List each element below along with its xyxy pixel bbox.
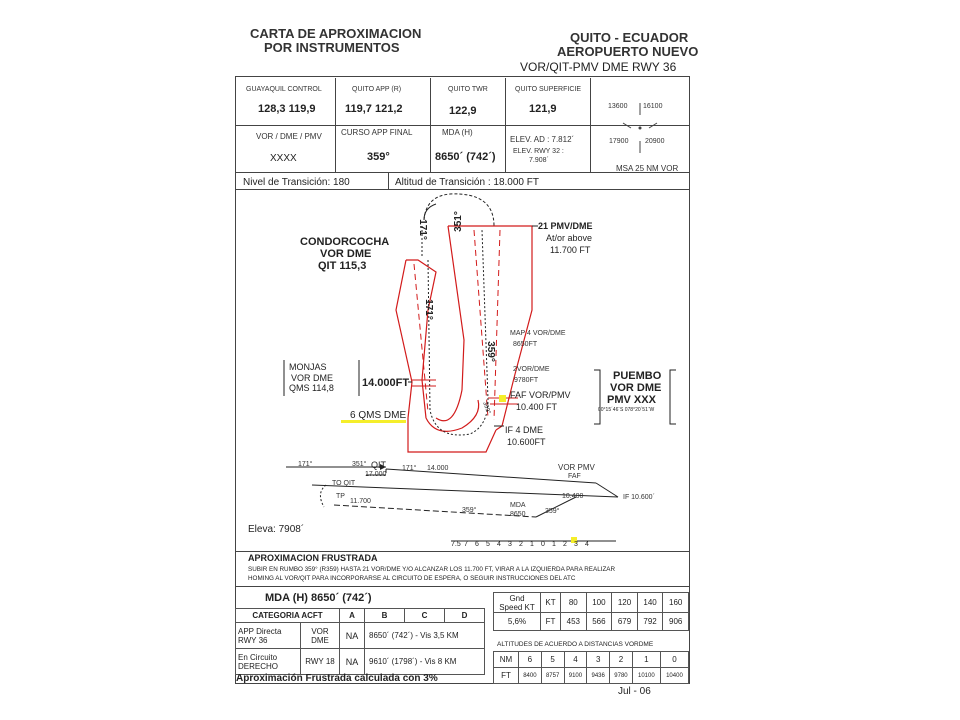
minima-row1-na: NA — [340, 623, 365, 649]
puembo-coords: 00°15´46¨S 078°20´51¨W — [598, 407, 655, 413]
msa-label: MSA 25 NM VOR — [616, 164, 679, 173]
scale-tick: 1 — [552, 541, 556, 548]
rate-3: 792 — [637, 613, 663, 631]
minima-header-cat: CATEGORIA ACFT — [236, 609, 340, 623]
minima-row1-value: 8650´ (742´) - Vis 3,5 KM — [365, 623, 485, 649]
minima-title: MDA (H) 8650´ (742´) — [265, 592, 372, 604]
scale-tick: 3 — [508, 541, 512, 548]
chart-title-right-1: QUITO - ECUADOR — [570, 30, 689, 45]
comm-label-1: QUITO APP (R) — [352, 86, 402, 93]
missed-line-1: SUBIR EN RUMBO 359° (R359) HASTA 21 VOR/DME Y/O ALCANZAR LOS 11.700 FT, VIRAR A LA IZQUIERDA PARA REALIZAR — [248, 566, 616, 573]
profile-10400: 10.400 — [562, 493, 584, 500]
alt-nm: NM — [494, 652, 519, 668]
altval-1: 8757 — [541, 668, 564, 684]
comm-value-1: 119,7 121,2 — [345, 103, 403, 115]
nav-value-0: XXXX — [270, 153, 297, 164]
procedure-title: VOR/QIT-PMV DME RWY 36 — [520, 60, 677, 74]
comm-label-0: GUAYAQUIL CONTROL — [246, 86, 322, 93]
msa-se: 20900 — [645, 138, 665, 145]
elev-rwy-2: 7.908´ — [529, 157, 549, 164]
profile-elevation: Eleva: 7908´ — [248, 524, 305, 535]
nav-value-2: 8650´ (742´) — [435, 151, 496, 163]
profile-351: 351° — [352, 461, 367, 468]
dist-4: 2 — [610, 652, 633, 668]
profile-171-left: 171° — [298, 461, 313, 468]
monjas-freq: QMS 114,8 — [289, 383, 334, 393]
comm-value-3: 121,9 — [529, 103, 557, 115]
heading-359: 359° — [484, 341, 496, 362]
altval-0: 8400 — [519, 668, 542, 684]
scale-tick: 2 — [519, 541, 523, 548]
minima-table — [235, 608, 485, 675]
minima-header-a: A — [340, 609, 365, 623]
rate-2: 679 — [612, 613, 638, 631]
condorcocha-type: VOR DME — [320, 248, 372, 260]
minima-header-c: C — [404, 609, 444, 623]
fix-21-pmv: 21 PMV/DME — [538, 221, 593, 231]
minima-footer: Aproximación Frustrada calculada con 3% — [236, 673, 438, 684]
speed-140: 140 — [637, 593, 663, 613]
puembo-type: VOR DME — [610, 382, 662, 394]
profile-tp: TP — [336, 493, 345, 500]
condorcocha-name: CONDORCOCHA — [300, 236, 390, 248]
minima-row1-c: VOR — [311, 626, 329, 636]
scale-tick: 2 — [563, 541, 567, 548]
profile-mda-label: MDA — [510, 502, 526, 509]
faf-vor-pmv: FAF VOR/PMV — [510, 390, 571, 400]
puembo-name: PUEMBO — [613, 370, 662, 382]
heading-171-mid: 171° — [422, 299, 434, 320]
rate-1: 566 — [586, 613, 612, 631]
dist-1: 5 — [541, 652, 564, 668]
profile-mda-value: 8650 — [510, 511, 526, 518]
profile-to-qit: TO QIT — [332, 480, 356, 487]
faf-alt: 10.400 FT — [516, 402, 558, 412]
monjas-name: MONJAS — [289, 362, 327, 372]
altitude-title: ALTITUDES DE ACUERDO A DISTANCIAS VORDME — [497, 641, 654, 648]
altval-6: 10400 — [660, 668, 688, 684]
transition-altitude: Altitud de Transición : 18.000 FT — [395, 177, 539, 188]
comm-value-2: 122,9 — [449, 105, 477, 117]
dist-6: 0 — [660, 652, 688, 668]
speed-80: 80 — [561, 593, 587, 613]
missed-line-2: HOMING AL VOR/QIT PARA INCORPORARSE AL CIRCUITO DE ESPERA, O SEGUIR INSTRUCCIONES DEL ATC — [248, 575, 576, 582]
minima-row2-value: 9610´ (1798´) - Vis 8 KM — [365, 649, 485, 675]
comm-label-2: QUITO TWR — [448, 86, 488, 93]
profile-faf: FAF — [568, 473, 581, 480]
heading-171-top: 171° — [416, 219, 428, 240]
nav-label-2: MDA (H) — [442, 128, 473, 137]
profile-359a: 359° — [462, 507, 477, 514]
scale-tick: 4 — [585, 541, 589, 548]
missed-title: APROXIMACION FRUSTRADA — [248, 553, 378, 563]
heading-359-small: 359° — [481, 401, 492, 415]
minima-row2-b: DERECHO — [238, 661, 279, 671]
msa-nw: 13600 — [608, 103, 628, 110]
speed-ft: FT — [541, 613, 561, 631]
comm-label-3: QUITO SUPERFICIE — [515, 86, 581, 93]
fix-21-alt: 11.700 FT — [550, 245, 591, 255]
speed-120: 120 — [612, 593, 638, 613]
qms-6-dme: 6 QMS DME — [350, 410, 407, 421]
speed-gs-1: Gnd — [509, 593, 525, 603]
altval-4: 9780 — [610, 668, 633, 684]
minima-row1-d: DME — [311, 635, 329, 645]
speed-grad: 5,6% — [494, 613, 541, 631]
minima-header-d: D — [444, 609, 484, 623]
nav-value-1: 359° — [367, 151, 390, 163]
vor-2-dme: 2VOR/DME — [513, 366, 550, 373]
scale-tick: 3 — [574, 541, 578, 548]
scale-tick: 5 — [486, 541, 490, 548]
profile-view — [236, 455, 690, 553]
alt-ft: FT — [494, 668, 519, 684]
if-4-alt: 10.600FT — [507, 437, 546, 447]
vor-2-alt: 9780FT — [514, 377, 539, 384]
minima-row2-a: En Circuito — [238, 652, 278, 662]
alt-14000: 14.000FT — [362, 377, 410, 389]
altval-5: 10100 — [632, 668, 660, 684]
altval-3: 9436 — [587, 668, 610, 684]
chart-title-left-1: CARTA DE APROXIMACION — [250, 26, 422, 41]
altval-2: 9100 — [564, 668, 587, 684]
msa-diagram — [595, 95, 685, 165]
comm-value-0: 128,3 119,9 — [258, 103, 316, 115]
minima-row2-rwy: RWY 18 — [301, 649, 340, 675]
heading-351-top: 351° — [452, 211, 464, 232]
msa-ne: 16100 — [643, 103, 663, 110]
dist-3: 3 — [587, 652, 610, 668]
if-4-dme: IF 4 DME — [505, 425, 544, 435]
profile-qit: QIT — [371, 460, 386, 470]
condorcocha-freq: QIT 115,3 — [318, 260, 367, 272]
profile-359b: 359° — [545, 508, 560, 515]
map-4-vor: MAP 4 VOR/DME — [510, 330, 566, 337]
elev-rwy-1: ELEV. RWY 32 : — [513, 148, 564, 155]
map-4-alt: 8650FT — [513, 341, 538, 348]
nav-label-1: CURSO APP FINAL — [341, 128, 413, 137]
monjas-type: VOR DME — [291, 373, 334, 383]
scale-tick: 0 — [541, 541, 545, 548]
profile-if: IF 10.600´ — [623, 494, 655, 501]
dist-2: 4 — [564, 652, 587, 668]
profile-vor-pmv: VOR PMV — [558, 463, 595, 472]
minima-row2-na: NA — [340, 649, 365, 675]
scale-tick: 7.5 — [451, 541, 461, 548]
profile-scale — [451, 541, 596, 548]
profile-171-mid: 171° — [402, 465, 417, 472]
minima-row1-b: RWY 36 — [238, 635, 268, 645]
dist-5: 1 — [632, 652, 660, 668]
scale-tick: 1 — [530, 541, 534, 548]
elev-ad: ELEV. AD : 7.812´ — [510, 135, 575, 144]
chart-date: Jul - 06 — [618, 686, 651, 697]
puembo-id: PMV XXX — [607, 394, 656, 406]
scale-tick: 6 — [475, 541, 479, 548]
profile-17000: 17.000 — [365, 471, 387, 478]
minima-header-b: B — [365, 609, 405, 623]
chart-title-right-2: AEROPUERTO NUEVO — [557, 44, 699, 59]
nav-label-0: VOR / DME / PMV — [256, 132, 322, 141]
speed-table — [493, 592, 689, 631]
speed-gs-2: Speed KT — [499, 602, 535, 612]
speed-kt: KT — [541, 593, 561, 613]
rate-4: 906 — [663, 613, 689, 631]
dist-0: 6 — [519, 652, 542, 668]
altitude-table — [493, 651, 689, 684]
rate-0: 453 — [561, 613, 587, 631]
chart-title-left-2: POR INSTRUMENTOS — [264, 40, 400, 55]
minima-row1-a: APP Directa — [238, 626, 282, 636]
scale-tick: 7 — [464, 541, 468, 548]
fix-21-at-or-above: At/or above — [546, 233, 593, 243]
profile-14000: 14.000 — [427, 465, 449, 472]
speed-160: 160 — [663, 593, 689, 613]
profile-11700: 11.700 — [350, 498, 371, 505]
speed-100: 100 — [586, 593, 612, 613]
scale-tick: 4 — [497, 541, 501, 548]
transition-level: Nivel de Transición: 180 — [243, 177, 350, 188]
msa-sw: 17900 — [609, 138, 629, 145]
